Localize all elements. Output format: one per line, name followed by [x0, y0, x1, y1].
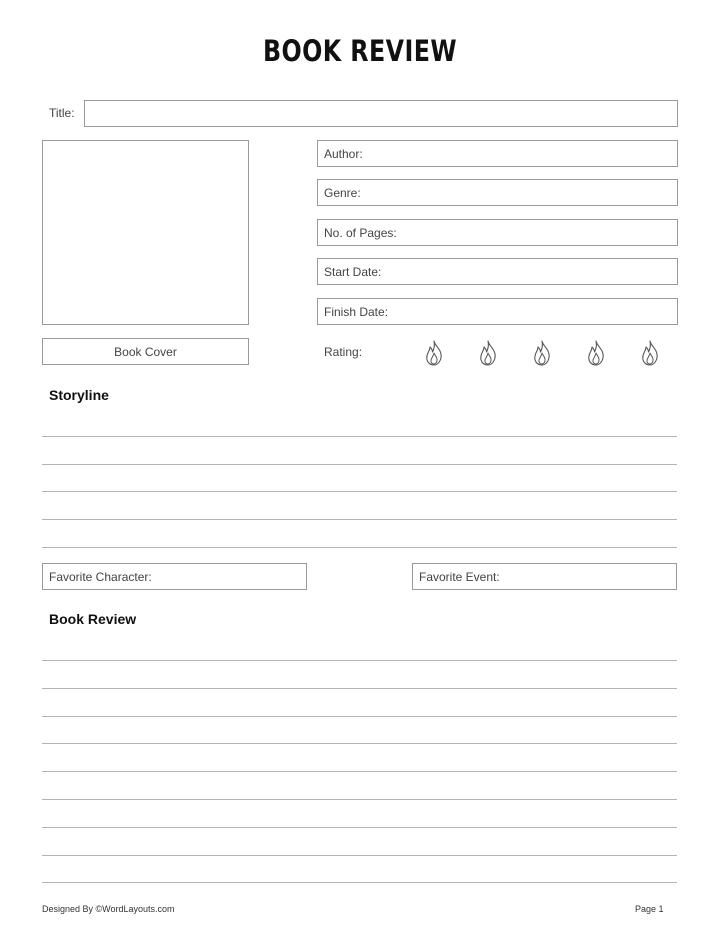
author-field[interactable]: [317, 140, 678, 167]
book-cover-box[interactable]: [42, 140, 249, 325]
writing-line[interactable]: [42, 436, 677, 437]
finish-date-label: Finish Date:: [324, 304, 389, 319]
flame-icon[interactable]: [639, 339, 661, 367]
writing-line[interactable]: [42, 660, 677, 661]
favorite-character-label: Favorite Character:: [49, 569, 152, 584]
storyline-heading: Storyline: [49, 387, 109, 403]
finish-date-field[interactable]: [317, 298, 678, 325]
genre-field[interactable]: [317, 179, 678, 206]
footer-page-number: Page 1: [635, 904, 664, 914]
writing-line[interactable]: [42, 519, 677, 520]
writing-line[interactable]: [42, 464, 677, 465]
favorite-event-label: Favorite Event:: [419, 569, 500, 584]
writing-line[interactable]: [42, 827, 677, 828]
favorite-character-field[interactable]: [42, 563, 307, 590]
writing-line[interactable]: [42, 547, 677, 548]
writing-line[interactable]: [42, 743, 677, 744]
genre-label: Genre:: [324, 185, 361, 200]
favorite-event-field[interactable]: [412, 563, 677, 590]
book-review-heading: Book Review: [49, 611, 137, 627]
writing-line[interactable]: [42, 491, 677, 492]
title-label: Title:: [49, 106, 75, 120]
start-date-label: Start Date:: [324, 264, 382, 279]
writing-line[interactable]: [42, 688, 677, 689]
flame-icon[interactable]: [477, 339, 499, 367]
author-label: Author:: [324, 146, 363, 161]
page-title: BOOK REVIEW: [262, 34, 458, 68]
title-field[interactable]: [84, 100, 678, 127]
flame-icon[interactable]: [585, 339, 607, 367]
writing-line[interactable]: [42, 771, 677, 772]
pages-label: No. of Pages:: [324, 225, 397, 240]
writing-line[interactable]: [42, 716, 677, 717]
rating-label: Rating:: [324, 345, 363, 359]
flame-icon[interactable]: [531, 339, 553, 367]
writing-line[interactable]: [42, 882, 677, 883]
start-date-field[interactable]: [317, 258, 678, 285]
pages-field[interactable]: [317, 219, 678, 246]
writing-line[interactable]: [42, 799, 677, 800]
footer-designer: Designed By ©WordLayouts.com: [42, 904, 175, 914]
book-cover-label: Book Cover: [42, 338, 249, 365]
flame-icon[interactable]: [423, 339, 445, 367]
writing-line[interactable]: [42, 855, 677, 856]
